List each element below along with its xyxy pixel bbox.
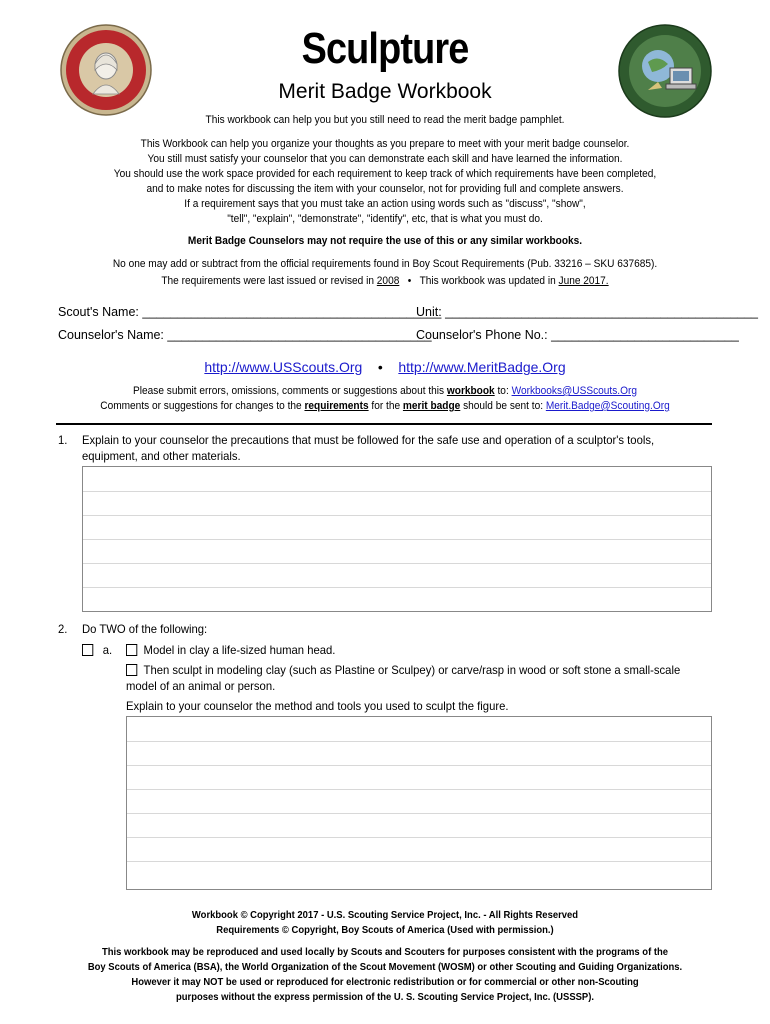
- updated-prefix: This workbook was updated in: [419, 275, 556, 287]
- workbooks-email-link[interactable]: Workbooks@USScouts.Org: [511, 385, 637, 397]
- requirement-2a-explain: Explain to your counselor the method and tools you used to sculpt the figure.: [126, 699, 509, 713]
- revision-prefix: The requirements were last issued or revised in: [161, 275, 374, 287]
- meritbadge-email-link[interactable]: Merit.Badge@Scouting.Org: [545, 400, 670, 412]
- footer-copyright-requirements: Requirements © Copyright, Boy Scouts of America (Used with permission.): [216, 924, 554, 936]
- requirement-1-answer-box[interactable]: [82, 466, 712, 612]
- requirement-2a-i-text: Model in clay a life-sized human head.: [143, 643, 336, 657]
- footer: [39, 908, 732, 1005]
- requirement-2-text: Do TWO of the following:: [82, 622, 208, 636]
- requirement-2a-i-row: [126, 642, 335, 658]
- counselor-phone-field[interactable]: Counselor's Phone No.: ___________________________: [416, 328, 739, 342]
- submit-bold: merit badge: [402, 400, 461, 412]
- intro-line: If a requirement says that you must take an action using words such as "discuss", "show",: [184, 198, 586, 210]
- counselor-note: Merit Badge Counselors may not require the use of this or any similar workbooks.: [187, 235, 583, 247]
- submit-bold: requirements: [304, 400, 369, 412]
- intro-line: You should use the work space provided for each requirement to keep track of which requirements have been completed,: [113, 168, 657, 180]
- links-row: [0, 359, 770, 375]
- requirement-1-text: Explain to your counselor the precautions that must be followed for the safe use and operation of a sculptor's tools, equipment, and other materials.: [82, 433, 655, 463]
- footer-usage-line: Boy Scouts of America (BSA), the World Organization of the Scout Movement (WOSM) or other Scouting and Guiding Organizations.: [87, 961, 683, 973]
- requirement-2a-ii-row: [126, 662, 690, 694]
- submit-text: should be sent to:: [463, 400, 544, 412]
- submit-text: Please submit errors, omissions, comments or suggestions about this: [133, 385, 445, 397]
- requirement-2a-i-checkbox[interactable]: [126, 644, 137, 656]
- footer-usage-line: purposes without the express permission of the U. S. Scouting Service Project, Inc. (USSSP).: [176, 991, 594, 1003]
- submit-bold: workbook: [446, 385, 495, 397]
- bullet: •: [407, 275, 412, 287]
- submit-text: Comments or suggestions for changes to the: [100, 400, 302, 412]
- requirement-2a-ii-checkbox[interactable]: [126, 664, 137, 676]
- submit-text: for the: [371, 400, 401, 412]
- meritbadge-link[interactable]: http://www.MeritBadge.Org: [398, 359, 566, 375]
- intro-line: You still must satisfy your counselor that you can demonstrate each skill and have learned the information.: [147, 153, 623, 165]
- divider: [56, 423, 712, 425]
- submit-line-2: [31, 399, 739, 414]
- updated-date: June 2017.: [558, 275, 609, 287]
- submit-line-1: [31, 384, 739, 399]
- intro-paragraph: [31, 137, 739, 227]
- revision-year: 2008: [376, 275, 400, 287]
- bullet: •: [377, 359, 383, 375]
- official-requirements-note: No one may add or subtract from the official requirements found in Boy Scout Requirements (Pub. 33216 – SKU 637685).: [112, 258, 658, 270]
- intro-line: "tell", "explain", "demonstrate", "identify", etc, that is what you must do.: [227, 213, 543, 225]
- unit-field[interactable]: Unit: _____________________________________________: [416, 305, 759, 319]
- intro-line: This Workbook can help you organize your thoughts as you prepare to meet with your merit badge counselor.: [140, 138, 630, 150]
- scout-name-field[interactable]: Scout's Name: ___________________________________________: [58, 305, 442, 319]
- pamphlet-note: This workbook can help you but you still need to read the merit badge pamphlet.: [205, 114, 565, 126]
- footer-usage-line: However it may NOT be used or reproduced for electronic redistribution or for commercial or other non-Scouting: [131, 976, 639, 988]
- counselor-name-field[interactable]: Counselor's Name: ______________________________________: [58, 328, 432, 342]
- footer-usage-line: This workbook may be reproduced and used locally by Scouts and Scouters for purposes consistent with the programs of the: [101, 946, 669, 958]
- requirement-2a-answer-box[interactable]: [126, 716, 712, 890]
- usscouts-link[interactable]: http://www.USScouts.Org: [204, 359, 363, 375]
- requirement-2a-row: [82, 642, 112, 658]
- submit-text: to:: [497, 385, 509, 397]
- revision-line: [31, 274, 739, 289]
- footer-copyright-workbook: Workbook © Copyright 2017 - U.S. Scouting Service Project, Inc. - All Rights Reserved: [191, 909, 579, 921]
- requirement-2a-checkbox[interactable]: [82, 644, 93, 656]
- page-title: Sculpture: [301, 24, 469, 73]
- intro-line: and to make notes for discussing the item with your counselor, not for providing full and complete answers.: [146, 183, 624, 195]
- requirement-2-number: 2.: [58, 622, 68, 636]
- page-subtitle: Merit Badge Workbook: [278, 80, 492, 103]
- requirement-2a-label: a.: [102, 643, 113, 657]
- requirement-2a-ii-text: Then sculpt in modeling clay (such as Plastine or Sculpey) or carve/rasp in wood or soft stone a small-scale model of an animal or person.: [126, 663, 681, 693]
- requirement-1-number: 1.: [58, 433, 68, 447]
